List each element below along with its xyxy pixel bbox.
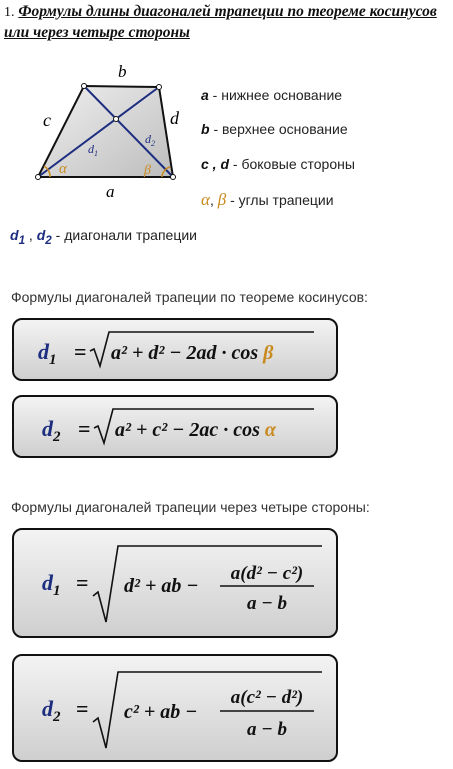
label-d1: $d_1$ bbox=[88, 142, 98, 158]
legend-cd: c , d - боковые стороны bbox=[201, 156, 355, 172]
formula-d1-cosine bbox=[14, 320, 335, 378]
svg-text:d1: $d_1$ bbox=[42, 570, 61, 599]
section-heading-four-sides: Формулы диагоналей трапеции через четыре стороны: bbox=[11, 499, 370, 515]
vertex-point bbox=[82, 84, 87, 89]
label-d2: $d_2$ bbox=[145, 132, 155, 148]
formula-box-d2-cosine bbox=[12, 395, 338, 458]
label-d: d bbox=[170, 108, 179, 128]
label-b: b bbox=[118, 62, 127, 81]
vertex-point bbox=[157, 85, 162, 90]
legend-b: b - верхнее основание bbox=[201, 121, 348, 137]
svg-text:a − b: a − b bbox=[246, 719, 288, 740]
legend-a: a - нижнее основание bbox=[201, 87, 343, 103]
page-title bbox=[4, 2, 449, 43]
svg-text:=: = bbox=[74, 339, 87, 364]
vertex-point bbox=[36, 175, 41, 180]
formula-box-d1-sides bbox=[12, 528, 338, 638]
legend-angles: α, β - углы трапеции bbox=[201, 190, 334, 209]
formula-box-d1-cosine bbox=[12, 318, 338, 381]
svg-text:d2: $d_2$ bbox=[42, 696, 61, 725]
svg-text:=: = bbox=[78, 416, 91, 441]
section-heading-cosine: Формулы диагоналей трапеции по теореме косинусов: bbox=[11, 289, 368, 305]
svg-text:d1: $d_1$ bbox=[38, 339, 57, 368]
formula-d2-sides bbox=[14, 656, 335, 759]
label-beta: β bbox=[144, 163, 151, 178]
legend-diagonals: $d_1$ , $d_2$ - диагонали трапеции bbox=[10, 227, 197, 247]
svg-text:a(c² − d²): a(c² − d²) bbox=[230, 687, 304, 708]
svg-text:a² + c² − 2ac · cos α: a² + c² − 2ac · cos α bbox=[115, 419, 276, 441]
intersection-point bbox=[114, 117, 119, 122]
label-alpha: α bbox=[59, 161, 67, 177]
title-number: 1. bbox=[4, 5, 15, 20]
formula-d1-sides bbox=[14, 530, 335, 635]
svg-text:=: = bbox=[76, 570, 89, 595]
svg-text:=: = bbox=[76, 696, 89, 721]
trapezoid-diagram bbox=[0, 60, 200, 200]
svg-text:a(d² − c²): a(d² − c²) bbox=[230, 563, 304, 584]
svg-text:a − b: a − b bbox=[246, 593, 288, 614]
title-text: Формулы длины диагоналей трапеции по теореме косинусов или через четыре стороны bbox=[4, 3, 437, 41]
svg-text:d² + ab −: d² + ab − bbox=[124, 575, 199, 597]
label-c: c bbox=[43, 110, 51, 130]
formula-d2-cosine bbox=[14, 397, 335, 455]
label-a: a bbox=[106, 182, 115, 200]
svg-text:a² + d² − 2ad · cos β: a² + d² − 2ad · cos β bbox=[111, 342, 274, 364]
svg-text:d2: $d_2$ bbox=[42, 416, 61, 445]
vertex-point bbox=[171, 175, 176, 180]
svg-text:c² + ab −: c² + ab − bbox=[124, 701, 198, 723]
formula-box-d2-sides bbox=[12, 654, 338, 762]
